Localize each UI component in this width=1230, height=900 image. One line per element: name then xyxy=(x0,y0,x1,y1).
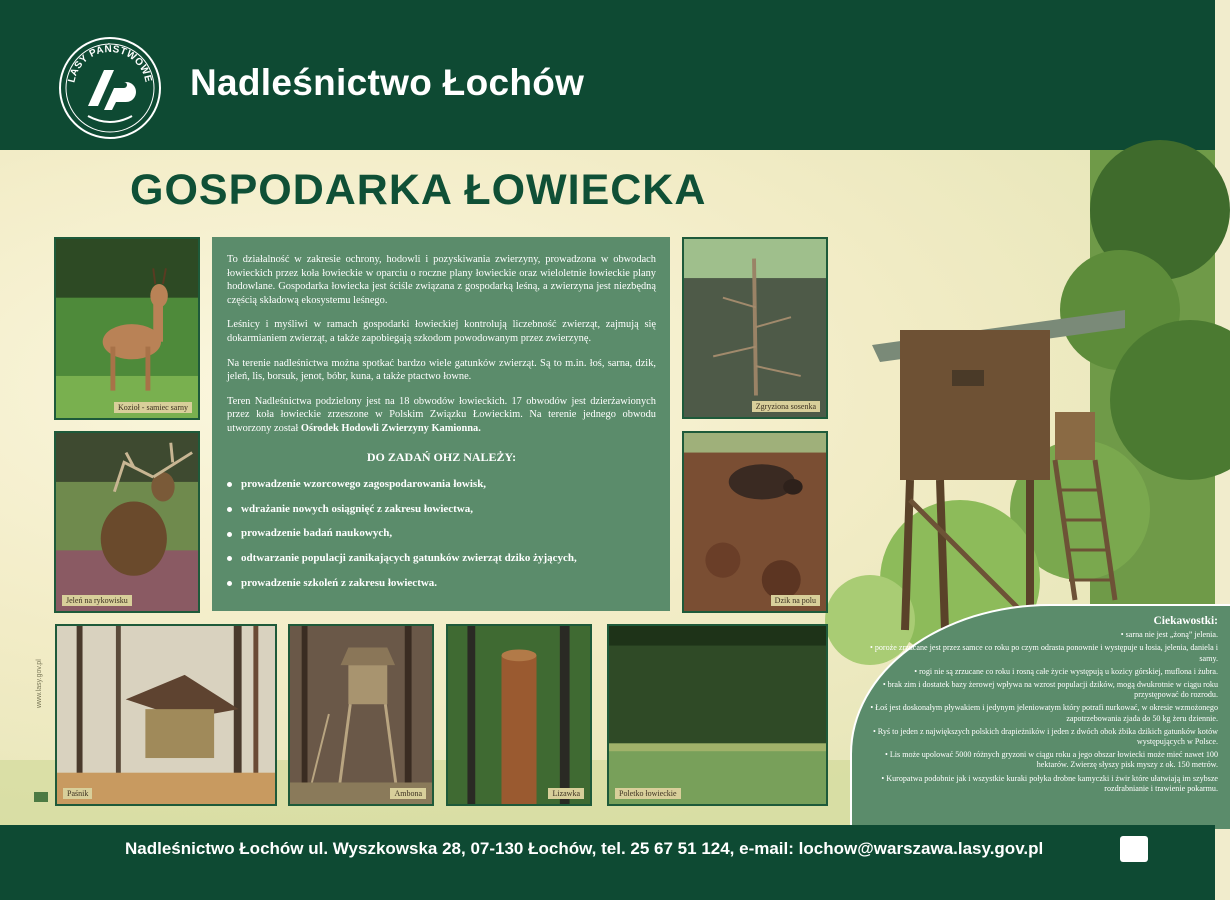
side-website-text: www.lasy.gov.pl xyxy=(36,659,43,708)
caption-roe-deer: Kozioł - samiec sarny xyxy=(114,402,192,413)
header-title: Nadleśnictwo Łochów xyxy=(190,62,585,103)
photo-red-deer xyxy=(54,431,200,613)
task-item: prowadzenie badań naukowych, xyxy=(227,527,656,541)
task-item: prowadzenie wzorcowego zagospodarowania łowisk, xyxy=(227,478,656,492)
photo-game-field xyxy=(607,624,828,806)
photo-wild-boar xyxy=(682,431,828,613)
bullet-icon xyxy=(227,507,232,512)
fact-item: • Lis może upolować 5000 różnych gryzoni w ciągu roku a jego obszar łowiecki może mieć nawet 100 hektarów. Zwierzę słyszy pisk myszy z ok. 150 metrów. xyxy=(884,750,1218,770)
photo-hunting-stand xyxy=(288,624,434,806)
caption-boar: Dzik na polu xyxy=(771,595,820,606)
paragraph-1: To działalność w zakresie ochrony, hodowli i pozyskiwania zwierzyny, prowadzona w obwodach łowieckich przez koła łowieckie w oparciu o roczne plany łowieckie oraz wieloletnie łowieckie plany hodowlane. Gospodarka łowiecka jest ściśle związana z gospodarką leśną, a zwierzyna jest niezbędną częścią składową ekosystemu leśnego. xyxy=(227,254,656,306)
main-title: GOSPODARKA ŁOWIECKA xyxy=(130,166,707,214)
bullet-icon xyxy=(227,581,232,586)
fact-item: • Kuropatwa podobnie jak i wszystkie kuraki połyka drobne kamyczki i żwir które ułatwiają im szybsze rozdrabnianie i trawienie pokarmu. xyxy=(881,773,1218,793)
task-item: prowadzenie szkoleń z zakresu łowiectwa. xyxy=(227,577,656,591)
caption-pine: Zgryziona sosenka xyxy=(752,401,820,412)
fsc-icon xyxy=(34,792,48,802)
qr-code-icon xyxy=(1120,836,1148,862)
fact-item: • Łoś jest doskonałym pływakiem i jedynym jeleniowatym który potrafi nurkować, w okresie wzmożonego zapotrzebowania zjada do 50 kg żeru dziennie. xyxy=(870,703,1218,723)
footer-contact: Nadleśnictwo Łochów ul. Wyszkowska 28, 07-130 Łochów, tel. 25 67 51 124, e-mail: lochow@warszawa.lasy.gov.pl xyxy=(125,839,1044,858)
tasks-list xyxy=(227,478,656,590)
curiosities-panel xyxy=(850,604,1230,829)
fact-item: • rogi nie są zrzucane co roku i rosną całe życie występują u kozicy górskiej, muflona i żubra. xyxy=(914,666,1218,676)
tasks-heading: DO ZADAŃ OHZ NALEŻY: xyxy=(366,449,517,464)
photo-feeder xyxy=(55,624,277,806)
photo-pine-sapling xyxy=(682,237,828,419)
caption-lick: Lizawka xyxy=(548,788,584,799)
caption-red-deer: Jeleń na rykowisku xyxy=(62,595,132,606)
photo-roe-deer xyxy=(54,237,200,420)
svg-text:LASY PAŃSTWOWE: LASY PAŃSTWOWE xyxy=(66,43,154,84)
task-item: wdrażanie nowych osiągnięć z zakresu łowiectwa, xyxy=(227,503,656,517)
paragraph-4: Teren Nadleśnictwa podzielony jest na 18 obwodów łowieckich. 17 obwodów jest dzierżawionych przez koła łowieckie zrzeszone w Polskim Związku Łowieckim. Na terenie jednego obwodu utworzony został Ośrodek Hodowli Zwierzyny Kamionna. xyxy=(227,395,656,434)
task-item: odtwarzanie populacji zanikających gatunków zwierząt dziko żyjących, xyxy=(227,552,656,566)
bullet-icon xyxy=(227,482,232,487)
fact-item: • Ryś to jeden z największych polskich drapieżników i jeden z dwóch obok żbika dzikich gatunków kotów występujących w Polsce. xyxy=(872,726,1218,747)
bullet-icon xyxy=(227,532,232,537)
paragraph-2: Leśnicy i myśliwi w ramach gospodarki łowieckiej kontrolują liczebność zwierząt, zajmują się dokarmianiem zwierząt, a także zapobiegają szkodom powodowanym przez zwierzynę. xyxy=(227,319,656,344)
paragraph-3: Na terenie nadleśnictwa można spotkać bardzo wiele gatunków zwierząt. Są to m.in. łoś, sarna, dzik, jeleń, lis, borsuk, jenot, bóbr, kuna, a także ptactwo łowne. xyxy=(227,357,656,383)
header-bar xyxy=(0,0,1215,150)
footer-bar xyxy=(0,825,1215,900)
bullet-icon xyxy=(227,556,232,561)
fact-item: • sarna nie jest „żoną” jelenia. xyxy=(1120,630,1218,640)
caption-stand: Ambona xyxy=(390,788,426,799)
curiosities-heading: Ciekawostki: xyxy=(1153,615,1218,627)
lasy-panstwowe-logo xyxy=(58,36,162,140)
photo-salt-lick xyxy=(446,624,592,806)
main-text-panel xyxy=(212,237,670,611)
fact-item: • brak zim i dostatek bazy żerowej wpływa na wzrost populacji dzików, mogą dwukrotnie w ciągu roku przystępować do rozrodu. xyxy=(882,680,1218,700)
caption-feeder: Paśnik xyxy=(63,788,92,799)
fact-item: • poroże zrzucane jest przez samce co roku po czym odrasta ponownie i występuje u łosia, jelenia, daniela i samy. xyxy=(869,643,1218,663)
caption-field: Poletko łowieckie xyxy=(615,788,681,799)
